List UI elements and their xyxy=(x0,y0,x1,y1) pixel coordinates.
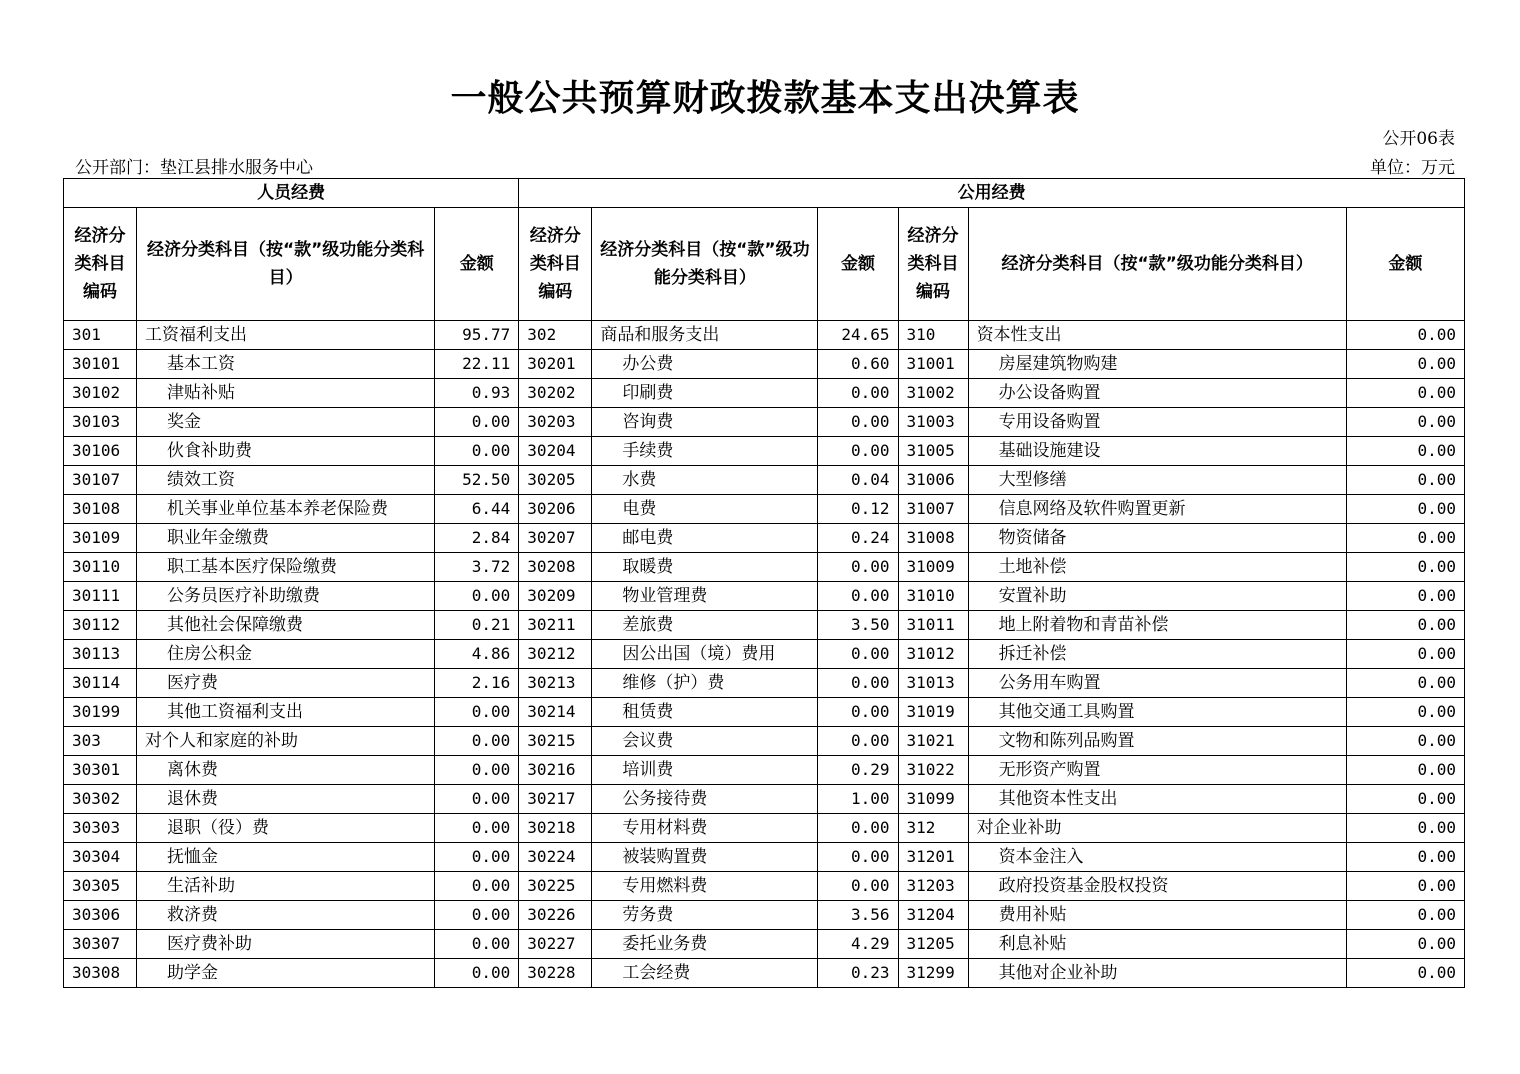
row-name: 专用材料费 xyxy=(592,814,818,843)
row-amount: 0.00 xyxy=(1346,785,1464,814)
row-name: 房屋建筑物购建 xyxy=(968,350,1346,379)
row-amount: 0.00 xyxy=(1346,350,1464,379)
row-code: 30203 xyxy=(519,408,592,437)
table-row xyxy=(64,437,1465,466)
row-name: 绩效工资 xyxy=(137,466,435,495)
row-amount: 0.00 xyxy=(435,901,519,930)
row-amount: 0.00 xyxy=(818,408,898,437)
group-personnel: 人员经费 xyxy=(64,179,519,208)
row-code: 303 xyxy=(64,727,137,756)
row-amount: 0.00 xyxy=(818,669,898,698)
row-name: 对企业补助 xyxy=(968,814,1346,843)
row-code: 31299 xyxy=(898,959,968,988)
row-amount: 0.60 xyxy=(818,350,898,379)
row-name: 无形资产购置 xyxy=(968,756,1346,785)
row-amount: 0.00 xyxy=(1346,901,1464,930)
row-name: 公务用车购置 xyxy=(968,669,1346,698)
row-code: 30307 xyxy=(64,930,137,959)
header-code: 经济分类科目编码 xyxy=(64,208,137,321)
row-name: 专用燃料费 xyxy=(592,872,818,901)
row-code: 31013 xyxy=(898,669,968,698)
row-amount: 0.00 xyxy=(1346,524,1464,553)
row-name: 因公出国（境）费用 xyxy=(592,640,818,669)
row-code: 30306 xyxy=(64,901,137,930)
row-name: 劳务费 xyxy=(592,901,818,930)
row-amount: 0.00 xyxy=(1346,930,1464,959)
department-label: 公开部门：垫江县排水服务中心 xyxy=(75,158,313,178)
header-amount: 金额 xyxy=(1346,208,1464,321)
row-amount: 0.00 xyxy=(435,959,519,988)
row-amount: 0.00 xyxy=(435,930,519,959)
row-name: 印刷费 xyxy=(592,379,818,408)
table-row xyxy=(64,524,1465,553)
row-amount: 0.00 xyxy=(1346,959,1464,988)
row-amount: 0.04 xyxy=(818,466,898,495)
row-name: 工会经费 xyxy=(592,959,818,988)
table-row xyxy=(64,669,1465,698)
row-name: 地上附着物和青苗补偿 xyxy=(968,611,1346,640)
table-row xyxy=(64,814,1465,843)
row-amount: 0.00 xyxy=(435,582,519,611)
row-code: 30218 xyxy=(519,814,592,843)
row-name: 取暖费 xyxy=(592,553,818,582)
row-code: 30109 xyxy=(64,524,137,553)
table-row xyxy=(64,321,1465,350)
row-amount: 0.00 xyxy=(818,843,898,872)
row-amount: 0.00 xyxy=(435,843,519,872)
row-name: 工资福利支出 xyxy=(137,321,435,350)
row-amount: 1.00 xyxy=(818,785,898,814)
row-name: 对个人和家庭的补助 xyxy=(137,727,435,756)
row-code: 31002 xyxy=(898,379,968,408)
row-code: 30214 xyxy=(519,698,592,727)
row-code: 31019 xyxy=(898,698,968,727)
row-code: 31008 xyxy=(898,524,968,553)
row-amount: 0.00 xyxy=(1346,495,1464,524)
table-row xyxy=(64,930,1465,959)
row-code: 30111 xyxy=(64,582,137,611)
row-code: 30226 xyxy=(519,901,592,930)
row-code: 30224 xyxy=(519,843,592,872)
row-amount: 0.00 xyxy=(1346,466,1464,495)
row-name: 职业年金缴费 xyxy=(137,524,435,553)
row-code: 31005 xyxy=(898,437,968,466)
row-amount: 0.00 xyxy=(435,408,519,437)
row-code: 31006 xyxy=(898,466,968,495)
row-name: 会议费 xyxy=(592,727,818,756)
table-row xyxy=(64,727,1465,756)
row-name: 拆迁补偿 xyxy=(968,640,1346,669)
row-code: 31099 xyxy=(898,785,968,814)
row-name: 助学金 xyxy=(137,959,435,988)
row-amount: 4.86 xyxy=(435,640,519,669)
row-code: 30114 xyxy=(64,669,137,698)
row-name: 安置补助 xyxy=(968,582,1346,611)
row-amount: 0.00 xyxy=(1346,756,1464,785)
row-code: 30228 xyxy=(519,959,592,988)
row-name: 大型修缮 xyxy=(968,466,1346,495)
row-amount: 3.56 xyxy=(818,901,898,930)
row-amount: 0.00 xyxy=(435,785,519,814)
row-name: 维修（护）费 xyxy=(592,669,818,698)
page-title: 一般公共预算财政拨款基本支出决算表 xyxy=(450,78,1080,119)
row-code: 30205 xyxy=(519,466,592,495)
row-name: 差旅费 xyxy=(592,611,818,640)
row-amount: 0.00 xyxy=(818,814,898,843)
table-row xyxy=(64,350,1465,379)
row-name: 机关事业单位基本养老保险费 xyxy=(137,495,435,524)
row-code: 31201 xyxy=(898,843,968,872)
table-row xyxy=(64,582,1465,611)
row-amount: 0.00 xyxy=(1346,698,1464,727)
row-name: 退职（役）费 xyxy=(137,814,435,843)
header-name: 经济分类科目（按“款”级功能分类科目） xyxy=(137,208,435,321)
form-number: 公开06表 xyxy=(1382,129,1455,149)
row-code: 30304 xyxy=(64,843,137,872)
row-name: 租赁费 xyxy=(592,698,818,727)
row-amount: 0.00 xyxy=(435,437,519,466)
row-amount: 0.24 xyxy=(818,524,898,553)
row-name: 抚恤金 xyxy=(137,843,435,872)
row-code: 30216 xyxy=(519,756,592,785)
row-amount: 22.11 xyxy=(435,350,519,379)
row-amount: 0.00 xyxy=(435,814,519,843)
row-amount: 0.00 xyxy=(818,437,898,466)
row-code: 30113 xyxy=(64,640,137,669)
row-name: 被装购置费 xyxy=(592,843,818,872)
row-code: 30213 xyxy=(519,669,592,698)
row-code: 31009 xyxy=(898,553,968,582)
row-code: 30106 xyxy=(64,437,137,466)
row-name: 咨询费 xyxy=(592,408,818,437)
row-code: 30208 xyxy=(519,553,592,582)
row-name: 培训费 xyxy=(592,756,818,785)
row-name: 手续费 xyxy=(592,437,818,466)
row-amount: 0.00 xyxy=(435,872,519,901)
row-name: 政府投资基金股权投资 xyxy=(968,872,1346,901)
row-name: 水费 xyxy=(592,466,818,495)
row-code: 30201 xyxy=(519,350,592,379)
row-amount: 0.00 xyxy=(435,756,519,785)
table-row xyxy=(64,872,1465,901)
row-amount: 0.00 xyxy=(1346,379,1464,408)
row-amount: 0.21 xyxy=(435,611,519,640)
table-row xyxy=(64,408,1465,437)
row-name: 委托业务费 xyxy=(592,930,818,959)
row-code: 30199 xyxy=(64,698,137,727)
row-name: 公务员医疗补助缴费 xyxy=(137,582,435,611)
row-code: 30202 xyxy=(519,379,592,408)
header-name: 经济分类科目（按“款”级功能分类科目） xyxy=(592,208,818,321)
table-row xyxy=(64,466,1465,495)
row-name: 信息网络及软件购置更新 xyxy=(968,495,1346,524)
row-amount: 6.44 xyxy=(435,495,519,524)
row-code: 310 xyxy=(898,321,968,350)
expenditure-table xyxy=(63,178,1465,988)
row-name: 其他资本性支出 xyxy=(968,785,1346,814)
row-amount: 0.00 xyxy=(1346,611,1464,640)
row-amount: 0.00 xyxy=(1346,814,1464,843)
row-code: 30207 xyxy=(519,524,592,553)
row-name: 退休费 xyxy=(137,785,435,814)
row-code: 31001 xyxy=(898,350,968,379)
table-row xyxy=(64,785,1465,814)
row-name: 资本性支出 xyxy=(968,321,1346,350)
row-amount: 0.00 xyxy=(818,379,898,408)
row-name: 津贴补贴 xyxy=(137,379,435,408)
row-name: 医疗费补助 xyxy=(137,930,435,959)
row-code: 30215 xyxy=(519,727,592,756)
row-amount: 0.23 xyxy=(818,959,898,988)
table-row xyxy=(64,495,1465,524)
row-amount: 3.50 xyxy=(818,611,898,640)
row-name: 其他对企业补助 xyxy=(968,959,1346,988)
row-amount: 0.00 xyxy=(1346,321,1464,350)
row-name: 办公设备购置 xyxy=(968,379,1346,408)
row-name: 物业管理费 xyxy=(592,582,818,611)
row-amount: 0.00 xyxy=(1346,553,1464,582)
table-row xyxy=(64,611,1465,640)
row-amount: 0.00 xyxy=(1346,669,1464,698)
row-amount: 0.00 xyxy=(818,698,898,727)
row-name: 物资储备 xyxy=(968,524,1346,553)
row-amount: 0.00 xyxy=(435,698,519,727)
row-name: 救济费 xyxy=(137,901,435,930)
header-name: 经济分类科目（按“款”级功能分类科目） xyxy=(968,208,1346,321)
row-amount: 2.16 xyxy=(435,669,519,698)
row-code: 31203 xyxy=(898,872,968,901)
row-amount: 0.00 xyxy=(818,553,898,582)
row-code: 30209 xyxy=(519,582,592,611)
row-amount: 52.50 xyxy=(435,466,519,495)
header-code: 经济分类科目编码 xyxy=(898,208,968,321)
row-code: 30108 xyxy=(64,495,137,524)
row-amount: 0.00 xyxy=(818,727,898,756)
row-code: 30302 xyxy=(64,785,137,814)
row-amount: 0.00 xyxy=(1346,408,1464,437)
row-code: 301 xyxy=(64,321,137,350)
row-code: 30225 xyxy=(519,872,592,901)
row-name: 资本金注入 xyxy=(968,843,1346,872)
row-name: 公务接待费 xyxy=(592,785,818,814)
row-amount: 0.00 xyxy=(818,872,898,901)
row-code: 31012 xyxy=(898,640,968,669)
row-amount: 24.65 xyxy=(818,321,898,350)
row-name: 邮电费 xyxy=(592,524,818,553)
unit-label: 单位：万元 xyxy=(1370,158,1455,178)
row-amount: 0.00 xyxy=(818,582,898,611)
table-row xyxy=(64,698,1465,727)
row-name: 利息补贴 xyxy=(968,930,1346,959)
table-row xyxy=(64,756,1465,785)
row-name: 基础设施建设 xyxy=(968,437,1346,466)
row-amount: 0.00 xyxy=(1346,872,1464,901)
row-code: 30301 xyxy=(64,756,137,785)
row-code: 31003 xyxy=(898,408,968,437)
row-code: 31204 xyxy=(898,901,968,930)
table-row xyxy=(64,843,1465,872)
row-amount: 3.72 xyxy=(435,553,519,582)
row-name: 专用设备购置 xyxy=(968,408,1346,437)
row-amount: 0.00 xyxy=(1346,843,1464,872)
header-amount: 金额 xyxy=(435,208,519,321)
header-amount: 金额 xyxy=(818,208,898,321)
row-name: 电费 xyxy=(592,495,818,524)
row-name: 医疗费 xyxy=(137,669,435,698)
row-name: 费用补贴 xyxy=(968,901,1346,930)
row-code: 30217 xyxy=(519,785,592,814)
table-row xyxy=(64,379,1465,408)
row-code: 30102 xyxy=(64,379,137,408)
row-code: 31205 xyxy=(898,930,968,959)
row-amount: 0.00 xyxy=(435,727,519,756)
row-code: 30227 xyxy=(519,930,592,959)
row-amount: 0.00 xyxy=(818,640,898,669)
row-code: 30211 xyxy=(519,611,592,640)
row-name: 土地补偿 xyxy=(968,553,1346,582)
row-name: 其他交通工具购置 xyxy=(968,698,1346,727)
row-name: 文物和陈列品购置 xyxy=(968,727,1346,756)
row-code: 30303 xyxy=(64,814,137,843)
row-name: 基本工资 xyxy=(137,350,435,379)
row-code: 30308 xyxy=(64,959,137,988)
row-code: 30305 xyxy=(64,872,137,901)
row-amount: 95.77 xyxy=(435,321,519,350)
row-amount: 2.84 xyxy=(435,524,519,553)
row-code: 312 xyxy=(898,814,968,843)
row-code: 30103 xyxy=(64,408,137,437)
row-amount: 0.00 xyxy=(1346,640,1464,669)
row-name: 住房公积金 xyxy=(137,640,435,669)
row-code: 30101 xyxy=(64,350,137,379)
row-name: 商品和服务支出 xyxy=(592,321,818,350)
row-amount: 0.00 xyxy=(1346,727,1464,756)
row-code: 30204 xyxy=(519,437,592,466)
row-amount: 0.00 xyxy=(1346,437,1464,466)
row-name: 伙食补助费 xyxy=(137,437,435,466)
header-code: 经济分类科目编码 xyxy=(519,208,592,321)
row-name: 生活补助 xyxy=(137,872,435,901)
row-amount: 0.93 xyxy=(435,379,519,408)
table-row xyxy=(64,553,1465,582)
row-code: 31010 xyxy=(898,582,968,611)
row-name: 办公费 xyxy=(592,350,818,379)
row-code: 302 xyxy=(519,321,592,350)
row-code: 30206 xyxy=(519,495,592,524)
group-public: 公用经费 xyxy=(519,179,1465,208)
row-code: 31007 xyxy=(898,495,968,524)
row-code: 31021 xyxy=(898,727,968,756)
row-name: 奖金 xyxy=(137,408,435,437)
table-row xyxy=(64,959,1465,988)
row-code: 30212 xyxy=(519,640,592,669)
table-row xyxy=(64,640,1465,669)
row-amount: 0.00 xyxy=(1346,582,1464,611)
row-code: 31011 xyxy=(898,611,968,640)
row-code: 30107 xyxy=(64,466,137,495)
row-name: 其他社会保障缴费 xyxy=(137,611,435,640)
row-amount: 0.29 xyxy=(818,756,898,785)
row-code: 31022 xyxy=(898,756,968,785)
row-amount: 0.12 xyxy=(818,495,898,524)
row-name: 职工基本医疗保险缴费 xyxy=(137,553,435,582)
row-name: 离休费 xyxy=(137,756,435,785)
row-code: 30112 xyxy=(64,611,137,640)
row-name: 其他工资福利支出 xyxy=(137,698,435,727)
row-amount: 4.29 xyxy=(818,930,898,959)
row-code: 30110 xyxy=(64,553,137,582)
table-row xyxy=(64,901,1465,930)
